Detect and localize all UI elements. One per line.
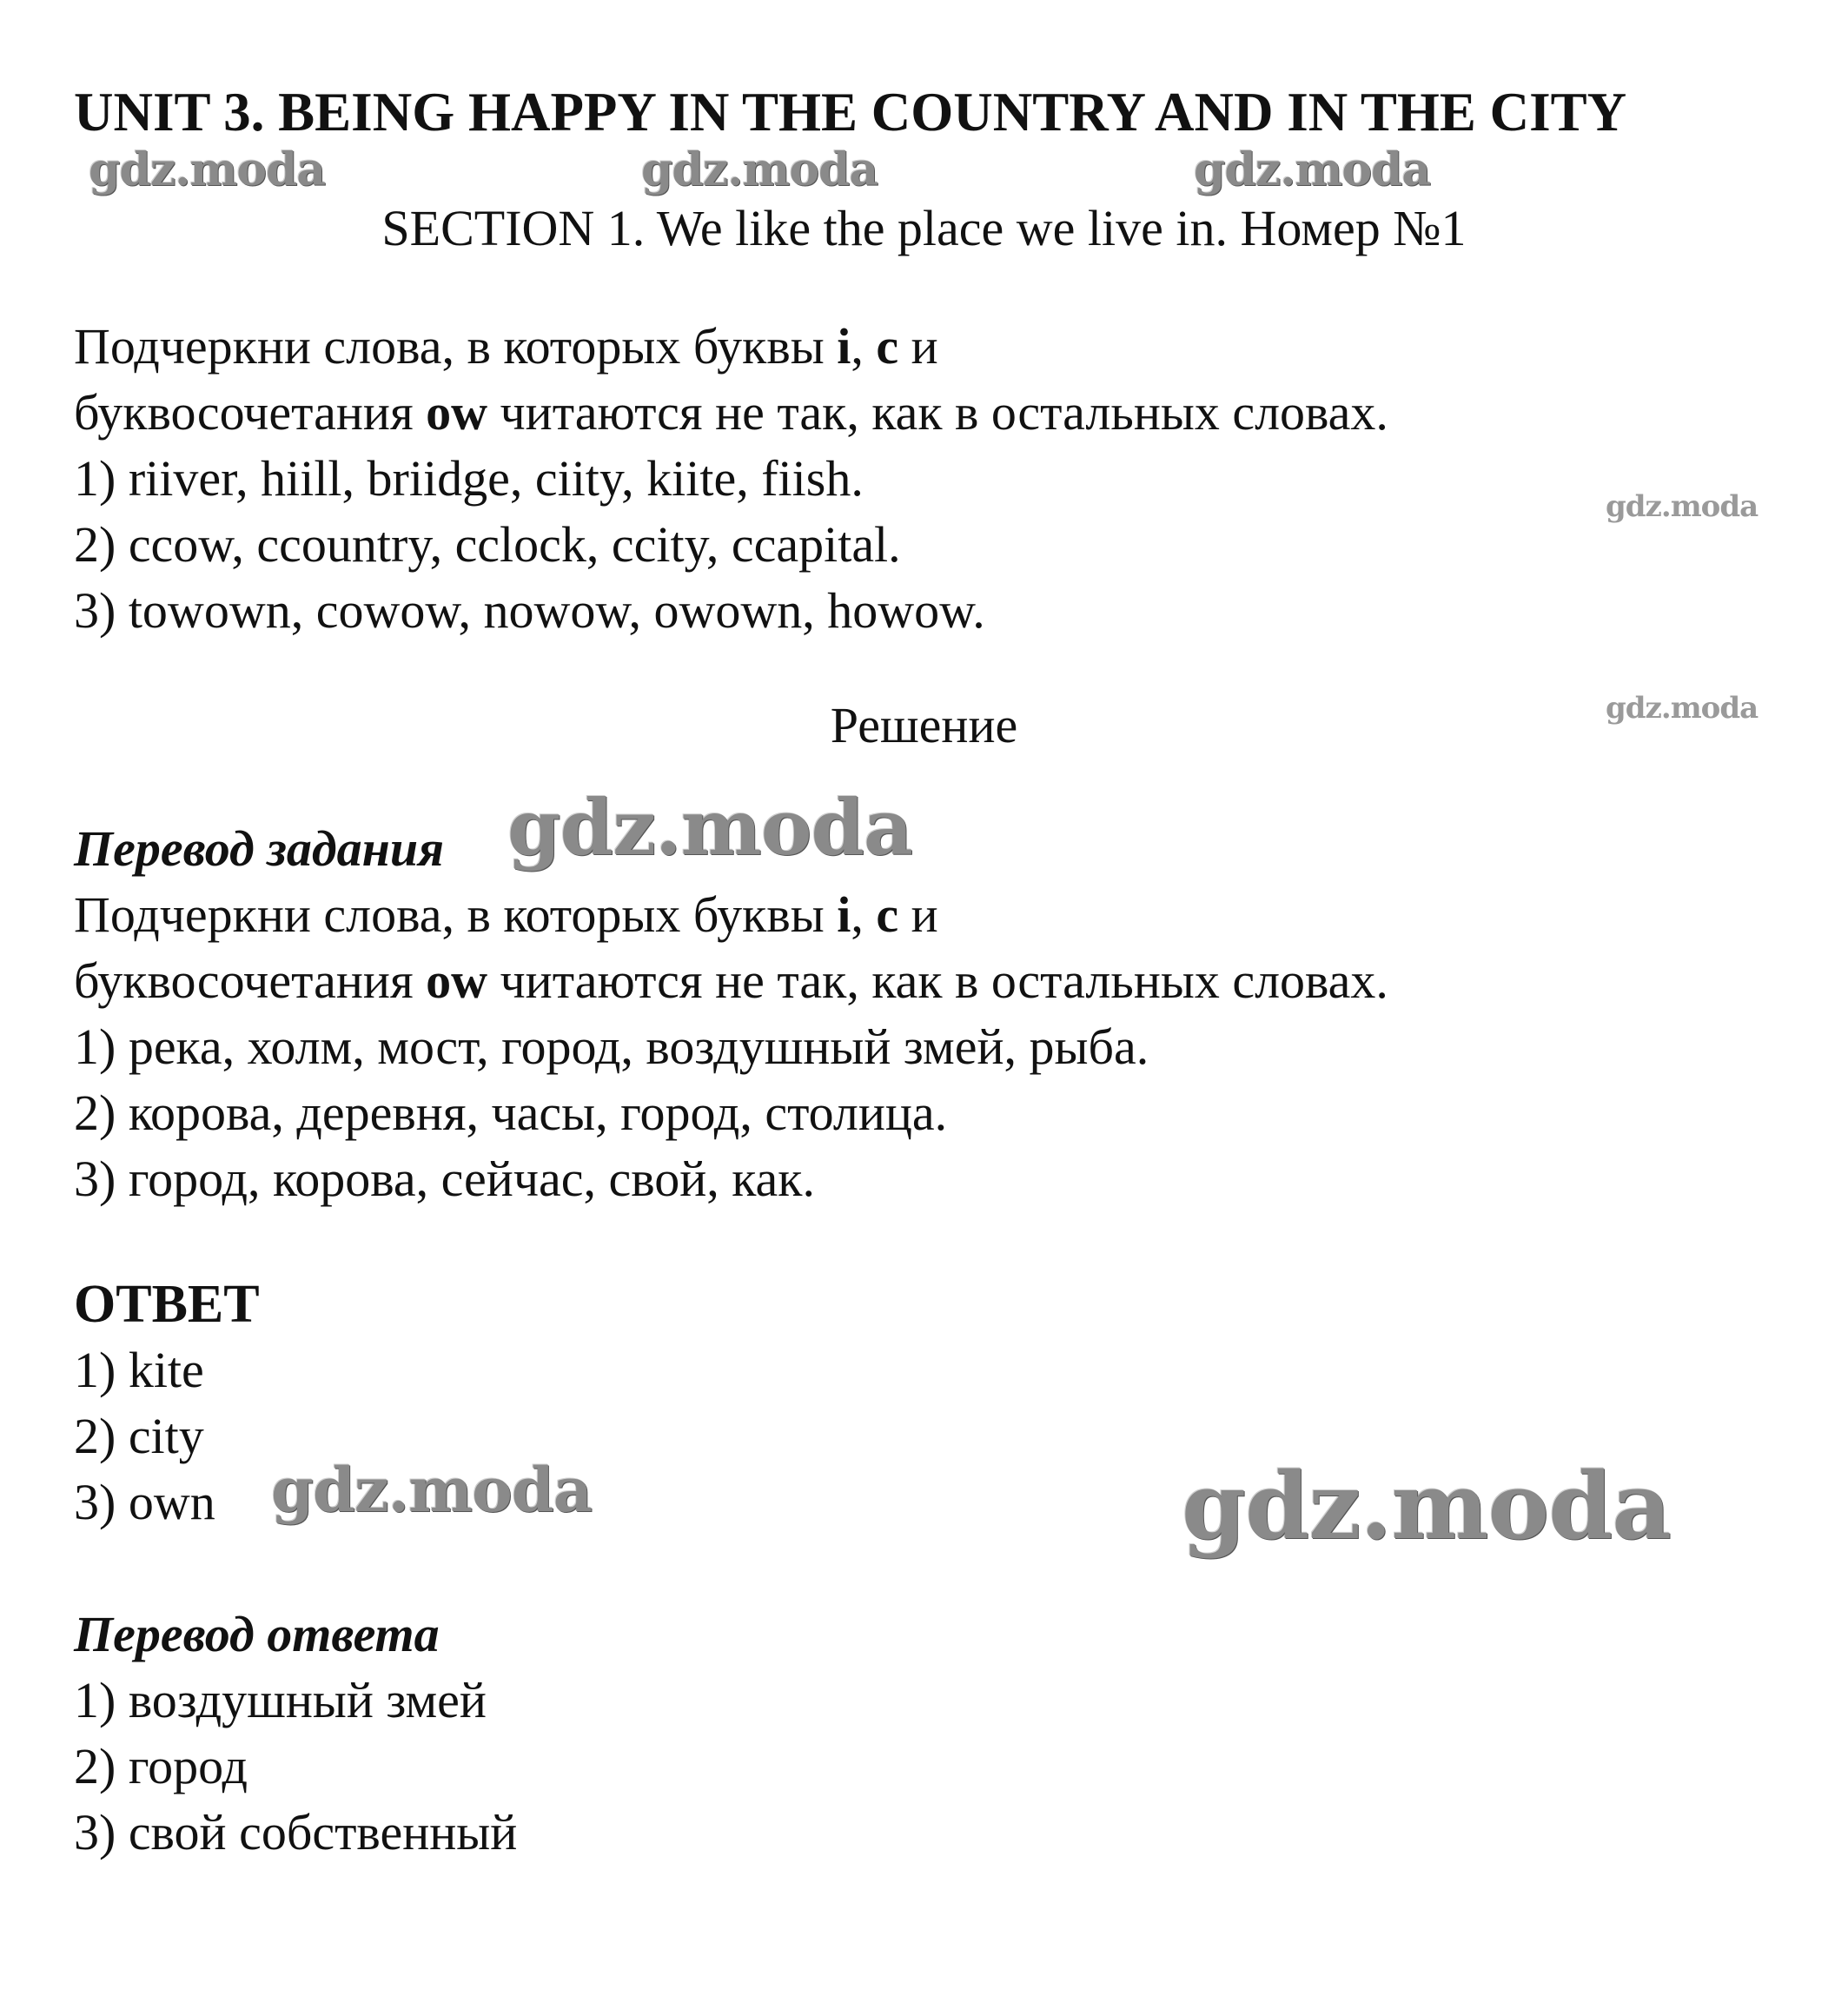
letters-ow: ow	[426, 384, 488, 441]
translation-item-1: 1) река, холм, мост, город, воздушный змей, рыба.	[74, 1018, 1149, 1075]
watermark-small-right-2: gdz.moda	[1606, 691, 1759, 726]
translation-line-2-suffix: читаются не так, как в остальных словах.	[487, 952, 1388, 1009]
watermark-answer-left: gdz.moda	[271, 1454, 593, 1526]
answer-item-1: 1) kite	[74, 1342, 204, 1398]
translation-letter-i: i	[837, 886, 851, 943]
task-item-3: 3) towown, cowow, nowow, owown, howow.	[74, 582, 985, 639]
task-line-1-prefix: Подчеркни слова, в которых буквы	[74, 318, 838, 375]
translation-line-1	[74, 886, 938, 943]
task-item-2: 2) ccow, ccountry, cclock, ccity, ccapital.	[74, 516, 901, 573]
task-line-2-suffix: читаются не так, как в остальных словах.	[487, 384, 1388, 441]
translation-letters-ow: ow	[426, 952, 488, 1009]
watermark-top-center: gdz.moda	[641, 143, 878, 196]
task-comma: ,	[851, 318, 877, 375]
section-title: SECTION 1. We like the place we live in. Номер №1	[381, 200, 1467, 256]
task-line-2	[74, 384, 1388, 441]
translation-comma: ,	[851, 886, 877, 943]
translation-line-2-prefix: буквосочетания	[74, 952, 427, 1009]
task-line-2-prefix: буквосочетания	[74, 384, 427, 441]
answer-translation-item-1: 1) воздушный змей	[74, 1672, 487, 1728]
task-item-1: 1) riiver, hiill, briidge, ciity, kiite, fiish.	[74, 450, 864, 507]
answer-heading: ОТВЕТ	[74, 1275, 260, 1334]
letter-c: c	[876, 318, 899, 375]
watermark-small-right-1: gdz.moda	[1606, 489, 1759, 524]
unit-title: UNIT 3. BEING HAPPY IN THE COUNTRY AND IN THE CITY	[74, 82, 1627, 143]
letter-i: i	[837, 318, 851, 375]
watermark-top-left: gdz.moda	[89, 143, 326, 196]
translation-line-2	[74, 952, 1388, 1009]
translation-line-1-suffix: и	[898, 886, 938, 943]
task-translation-heading: Перевод задания	[74, 820, 444, 877]
answer-translation-item-3: 3) свой собственный	[74, 1804, 518, 1860]
answer-item-2: 2) city	[74, 1408, 204, 1464]
translation-letter-c: c	[876, 886, 899, 943]
translation-item-2: 2) корова, деревня, часы, город, столица.	[74, 1084, 948, 1141]
task-line-1	[74, 318, 938, 375]
task-line-1-suffix: и	[898, 318, 938, 375]
watermark-top-right: gdz.moda	[1194, 143, 1431, 196]
watermark-answer-right: gdz.moda	[1182, 1451, 1671, 1560]
translation-line-1-prefix: Подчеркни слова, в которых буквы	[74, 886, 838, 943]
translation-item-3: 3) город, корова, сейчас, свой, как.	[74, 1151, 815, 1207]
answer-translation-heading: Перевод ответа	[74, 1606, 440, 1662]
watermark-large-center: gdz.moda	[507, 782, 913, 872]
solution-heading: Решение	[830, 697, 1018, 753]
answer-item-3: 3) own	[74, 1474, 215, 1530]
answer-translation-item-2: 2) город	[74, 1738, 248, 1794]
